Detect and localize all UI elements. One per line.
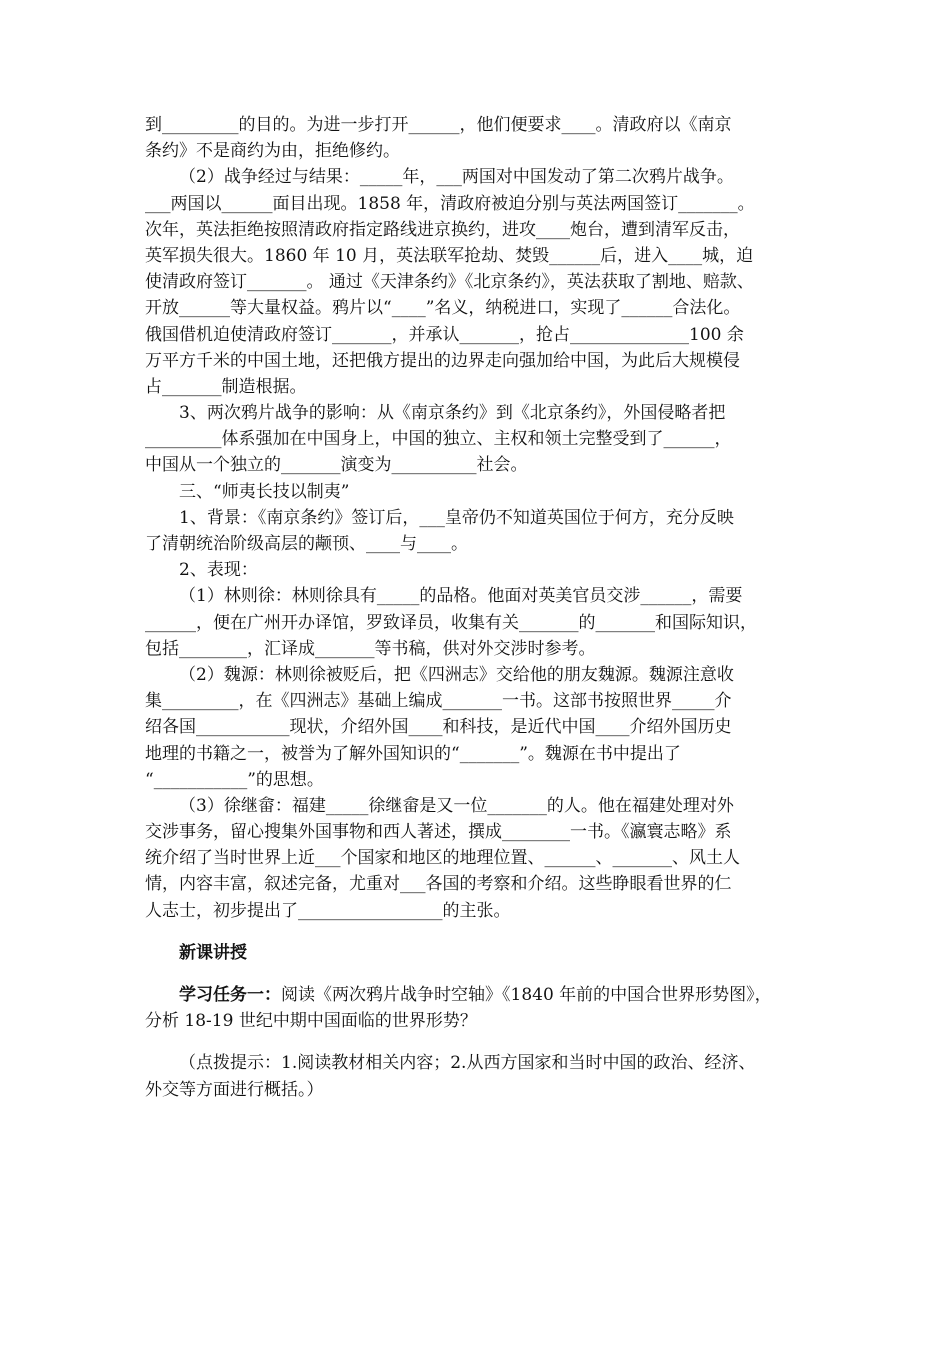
hint-line: （点拨提示：1.阅读教材相关内容；2.从西方国家和当时中国的政治、经济、 bbox=[179, 1053, 756, 1074]
text-line: 万平方千米的中国土地，还把俄方提出的边界走向强加给中国，为此后大规模侵 bbox=[145, 350, 740, 371]
text-line: 统介绍了当时世界上近___个国家和地区的地理位置、______、_______、风土人 bbox=[145, 848, 740, 869]
text-line: 1、背景：《南京条约》签订后，___皇帝仍不知道英国位于何方，充分反映 bbox=[179, 507, 734, 528]
text-line: “___________”的思想。 bbox=[145, 769, 324, 790]
text-line: 条约》不是商约为由，拒绝修约。 bbox=[145, 141, 400, 162]
text-line: （3）徐继畲：福建_____徐继畲是又一位_______的人。他在福建处理对外 bbox=[179, 795, 734, 816]
text-line: 中国从一个独立的_______演变为__________社会。 bbox=[145, 455, 528, 476]
text-line: 地理的书籍之一，被誉为了解外国知识的“_______”。魏源在书中提出了 bbox=[145, 743, 681, 764]
text-line: 开放______等大量权益。鸦片以“____”名义，纳税进口，实现了______合法化。 bbox=[145, 298, 741, 319]
section-title: 新课讲授 bbox=[179, 942, 247, 963]
task-text: 阅读《两次鸦片战争时空轴》《1840 年前的中国合世界形势图》， bbox=[281, 985, 772, 1005]
text-line: ___两国以______面目出现。1858 年，清政府被迫分别与英法两国签订_______。 bbox=[145, 193, 755, 214]
text-line: （1）林则徐：林则徐具有_____的品格。他面对英美官员交涉______，需要 bbox=[179, 586, 743, 607]
task-label: 学习任务一： bbox=[179, 985, 281, 1005]
text-line: 了清朝统治阶级高层的颟顸、____与____。 bbox=[145, 534, 468, 554]
text-line: 占_______制造根据。 bbox=[145, 376, 307, 397]
hint-line: 外交等方面进行概括。） bbox=[145, 1079, 324, 1100]
text-line: ______，便在广州开办译馆，罗致译员，收集有关_______的_______和国际知识， bbox=[145, 612, 757, 633]
text-line: 情，内容丰富，叙述完备，尤重对___各国的考察和介绍。这些睁眼看世界的仁 bbox=[145, 874, 732, 895]
spacer bbox=[145, 1034, 809, 1050]
text-line: 交涉事务，留心搜集外国事物和西人著述，撰成________一书。《瀛寰志略》系 bbox=[145, 822, 732, 843]
text-line: 集_________，在《四洲志》基础上编成_______一书。这部书按照世界_____介 bbox=[145, 691, 732, 712]
text-line: 俄国借机迫使清政府签订_______，并承认_______，抢占______________100 余 bbox=[145, 324, 744, 345]
spacer bbox=[145, 966, 809, 982]
text-line: 次年，英法拒绝按照清政府指定路线进京换约，进攻____炮台，遭到清军反击， bbox=[145, 219, 740, 240]
text-line: 英军损失很大。1860 年 10 月，英法联军抢劫、焚毁______后，进入____城，迫 bbox=[145, 245, 754, 266]
text-line: 3、两次鸦片战争的影响：从《南京条约》到《北京条约》，外国侵略者把 bbox=[179, 403, 726, 424]
text-line: 使清政府签订_______。 通过《天津条约》《北京条约》，英法获取了割地、赔款、 bbox=[145, 272, 754, 293]
text-line: 2、表现： bbox=[179, 560, 258, 581]
text-line: 到_________的目的。为进一步打开______，他们便要求____。清政府以《南京 bbox=[145, 115, 732, 135]
document-body bbox=[145, 112, 809, 1103]
text-line: （2）战争经过与结果：_____年，___两国对中国发动了第二次鸦片战争。 bbox=[179, 167, 734, 188]
task-line: 分析 18-19 世纪中期中国面临的世界形势？ bbox=[145, 1011, 477, 1032]
section-heading: 三、“师夷长技以制夷” bbox=[179, 481, 350, 502]
text-line: 人志士，初步提出了_________________的主张。 bbox=[145, 900, 511, 921]
text-line: 绍各国___________现状，介绍外国____和科技，是近代中国____介绍外国历史 bbox=[145, 717, 732, 738]
text-line: （2）魏源：林则徐被贬后，把《四洲志》交给他的朋友魏源。魏源注意收 bbox=[179, 664, 734, 685]
task-line bbox=[145, 982, 809, 1008]
text-line: _________体系强加在中国身上，中国的独立、主权和领土完整受到了______， bbox=[145, 429, 732, 450]
spacer bbox=[145, 924, 809, 940]
text-line: 包括________，汇译成_______等书稿，供对外交涉时参考。 bbox=[145, 638, 596, 659]
